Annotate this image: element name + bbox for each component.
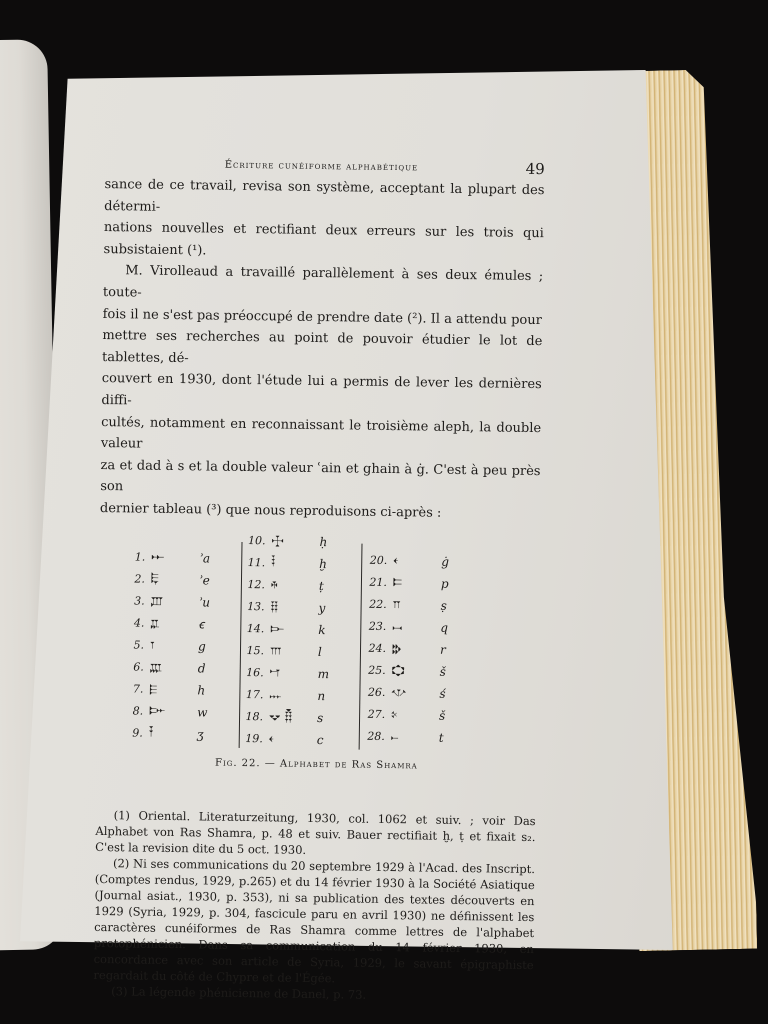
sign-transliteration: ś: [439, 686, 446, 701]
alphabet-sign-row: [237, 683, 339, 706]
sign-number: 24.: [368, 641, 387, 655]
sign-transliteration: ġ: [441, 554, 450, 569]
sign-number: 1.: [134, 550, 146, 564]
cuneiform-sign: 𐎒 𐎝: [268, 709, 293, 725]
footnote: (1) Oriental. Literaturzeitung, 1930, col. 1062 et suiv. ; voir Das Alphabet von Ras Shamra, p. 48 et suiv. Bauer rectifiait ḫ, ṭ et fixait s₂. C'est la revision dite du 5 oct. 1930.: [95, 807, 536, 857]
alphabet-sign-row: [359, 725, 461, 748]
sign-transliteration: d: [197, 660, 206, 675]
cuneiform-sign: 𐎛: [150, 571, 159, 587]
cuneiform-sign: 𐎀: [151, 549, 165, 565]
sign-number: 6.: [133, 660, 144, 674]
alphabet-sign-row: [118, 612, 220, 635]
sign-number: 16.: [246, 666, 264, 680]
alphabet-sign-row: [238, 661, 340, 684]
sign-transliteration: l: [317, 644, 322, 659]
cuneiform-sign: 𐎎: [269, 665, 281, 681]
sign-number: 18.: [245, 710, 264, 724]
body-line: dernier tableau (³) que nous reproduisons ci-après :: [99, 500, 442, 521]
alphabet-sign-row: [361, 593, 463, 616]
sign-number: 19.: [245, 732, 263, 746]
body-line: cultés, notamment en reconnaissant le troisième aleph, la double valeur: [100, 414, 542, 452]
body-line: M. Virolleaud a travaillé parallèlement à ses deux émules ; toute-: [102, 263, 544, 301]
footnote: (2) Ni ses communications du 20 septembre 1929 à l'Acad. des Inscript. (Comptes rendus, 1929, p.265) et du 14 février 1930 à la Société Asiatique (Journal asiat., 1930, p. 353), ni sa publication des textes découverts en 1929 (Syria, 1929, p. 304, fascicule paru en avril 1930) ne définissent les caractères cunéiformes de Ras Shamra comme lettres de l'alphabet protophénicien. Dans sa communication du 14 février 1930, en concordance avec son article de Syria, 1929, le savant épigraphiste regardait du côté de Chypre et de l'Égée.: [93, 855, 536, 985]
sign-transliteration: w: [197, 704, 208, 719]
sign-transliteration: k: [318, 622, 326, 637]
sign-transliteration: š: [439, 708, 446, 723]
cuneiform-sign: 𐎋: [270, 621, 285, 637]
sign-number: 4.: [133, 616, 145, 630]
cuneiform-sign: 𐎉: [270, 577, 278, 593]
body-line: mettre ses recherches au point de pouvoir étudier le lot de tablettes, dé-: [101, 328, 543, 366]
sign-number: 23.: [368, 619, 387, 633]
sign-number: 12.: [247, 578, 266, 592]
alphabet-sign-row: [117, 678, 219, 701]
sign-transliteration: š: [439, 664, 446, 679]
cuneiform-sign: 𐎗: [391, 641, 402, 657]
alphabet-sign-row: [361, 571, 463, 594]
cuneiform-sign: 𐎄: [149, 659, 163, 675]
sign-number: 9.: [132, 726, 143, 740]
sign-number: 22.: [369, 597, 387, 611]
alphabet-sign-row: [118, 634, 220, 657]
sign-transliteration: ꞓ: [198, 617, 205, 632]
cuneiform-sign: 𐎚: [390, 729, 399, 745]
alphabet-sign-row: [239, 551, 341, 574]
sign-number: 3.: [134, 594, 145, 608]
sign-transliteration: p: [440, 576, 449, 591]
body-text: [100, 174, 545, 526]
sign-number: 10.: [247, 534, 266, 548]
sign-transliteration: ʾu: [198, 594, 211, 610]
page-number: 49: [525, 159, 545, 179]
alphabet-sign-row: [361, 549, 463, 572]
alphabet-sign-row: [360, 637, 462, 660]
cuneiform-sign: 𐎓: [393, 553, 399, 569]
sign-number: 15.: [246, 644, 265, 658]
alphabet-sign-row: [359, 681, 461, 704]
alphabet-sign-row: [238, 595, 340, 618]
alphabet-sign-row: [239, 529, 341, 552]
sign-number: 21.: [369, 575, 388, 589]
sign-transliteration: y: [318, 600, 326, 615]
alphabet-sign-row: [360, 659, 462, 682]
cuneiform-sign: 𐎙: [391, 707, 398, 723]
footnote: (3) La légende phénicienne de Danel, p. 73.: [111, 983, 367, 1002]
sign-number: 17.: [245, 688, 264, 702]
sign-transliteration: s: [316, 710, 324, 725]
cuneiform-sign: 𐎐: [269, 687, 282, 703]
sign-transliteration: ḫ: [319, 556, 328, 571]
sign-number: 25.: [368, 663, 386, 677]
sign-transliteration: ʒ: [196, 726, 204, 741]
sign-transliteration: t: [438, 730, 444, 745]
sign-number: 20.: [369, 553, 388, 567]
cuneiform-sign: 𐎃: [271, 555, 276, 571]
cuneiform-sign: 𐎇: [148, 725, 154, 741]
body-line: nations nouvelles et rectifiant deux erreurs sur les trois qui subsistaient (¹).: [103, 220, 544, 259]
sign-number: 2.: [134, 572, 146, 586]
cuneiform-sign: 𐎌: [391, 685, 407, 701]
cuneiform-sign: 𐎅: [149, 681, 158, 697]
sign-transliteration: g: [197, 638, 206, 653]
sign-number: 8.: [132, 704, 144, 718]
sign-transliteration: ʾa: [199, 550, 211, 566]
alphabet-sign-row: [238, 617, 340, 640]
alphabet-figure: [97, 527, 540, 757]
sign-number: 11.: [247, 556, 266, 570]
sign-number: 14.: [246, 622, 265, 636]
sign-number: 27.: [367, 707, 386, 721]
footnotes: [93, 806, 536, 1004]
cuneiform-sign: 𐎁: [150, 615, 160, 631]
sign-number: 5.: [133, 638, 145, 652]
cuneiform-sign: 𐎕: [392, 597, 401, 613]
cuneiform-sign: 𐎍: [269, 643, 282, 659]
alphabet-sign-row: [117, 700, 219, 723]
cuneiform-sign: 𐎜: [150, 593, 164, 609]
sign-number: 28.: [367, 729, 385, 743]
cuneiform-sign: 𐎘: [391, 663, 405, 679]
cuneiform-sign: 𐎈: [271, 533, 284, 549]
body-line: za et dad à s et la double valeur ʿain et ghain à ġ. C'est à peu près son: [100, 457, 541, 495]
alphabet-sign-row: [119, 590, 221, 613]
cuneiform-sign: 𐎊: [270, 599, 279, 615]
body-line: couvert en 1930, dont l'étude lui a permis de lever les dernières diffi-: [101, 371, 542, 409]
sign-transliteration: m: [317, 666, 330, 681]
alphabet-sign-row: [117, 722, 219, 745]
sign-transliteration: n: [317, 688, 326, 703]
sign-transliteration: ṣ: [440, 598, 447, 613]
alphabet-sign-row: [237, 727, 339, 750]
sign-transliteration: r: [439, 642, 446, 657]
body-line: fois il ne s'est pas préoccupé de prendre date (²). Il a attendu pour: [102, 306, 542, 328]
alphabet-sign-row: [237, 705, 339, 728]
figure-caption: Fig. 22. — Alphabet de Ras Shamra: [214, 757, 418, 771]
alphabet-sign-row: [239, 573, 341, 596]
alphabet-sign-row: [359, 703, 461, 726]
alphabet-sign-row: [238, 639, 340, 662]
running-title: Écriture cunéiforme alphabétique: [224, 159, 419, 174]
sign-transliteration: ʾe: [198, 572, 210, 588]
cuneiform-sign: 𐎖: [392, 619, 403, 635]
cuneiform-sign: 𐎆: [149, 703, 166, 719]
alphabet-sign-row: [360, 615, 462, 638]
sign-number: 13.: [247, 600, 265, 614]
sign-transliteration: h: [197, 682, 206, 697]
alphabet-sign-row: [118, 656, 220, 679]
cuneiform-sign: 𐎔: [392, 575, 403, 591]
sign-number: 26.: [367, 685, 386, 699]
sign-number: 7.: [132, 682, 144, 696]
sign-transliteration: ṭ: [318, 578, 324, 593]
sign-transliteration: c: [316, 732, 324, 747]
sign-transliteration: q: [440, 620, 449, 635]
body-line: sance de ce travail, revisa son système, acceptant la plupart des détermi-: [104, 176, 545, 215]
cuneiform-sign: 𐎓: [268, 731, 274, 747]
alphabet-sign-row: [119, 546, 221, 569]
alphabet-sign-row: [119, 568, 221, 591]
cuneiform-sign: 𐎂: [149, 637, 155, 653]
sign-transliteration: ḥ: [319, 534, 328, 549]
page-content: [93, 148, 545, 1005]
